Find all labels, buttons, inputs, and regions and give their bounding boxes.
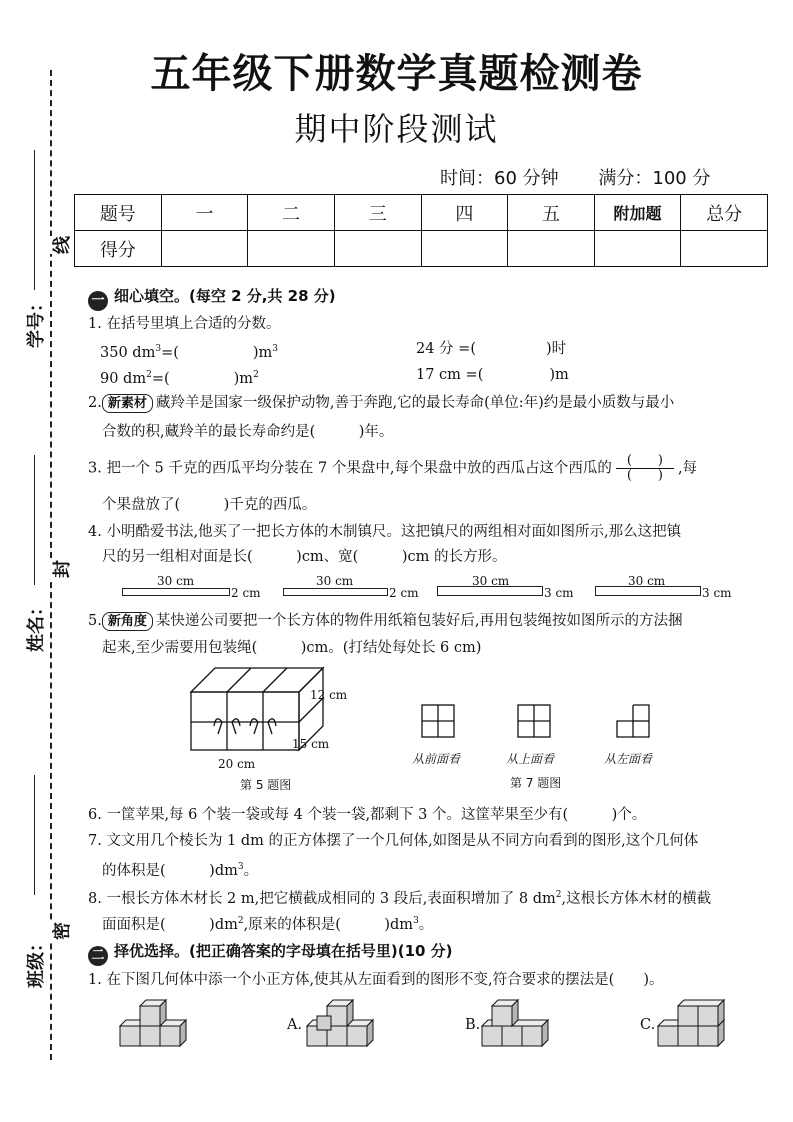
question-7-line2 [102,856,258,882]
xuehao-write-line [34,150,35,290]
top-view-label: 从上面看 [506,752,555,766]
question-2 [88,392,768,414]
option-b-label[interactable]: B. [465,1017,481,1033]
mi-mark: 密 [48,922,74,940]
q8-sup: 2 [555,890,562,900]
q7-figure-caption: 第 7 题图 [510,776,562,790]
question-8-line2 [102,910,433,936]
question-1a [100,338,278,364]
q1a-sup2: 3 [272,344,279,354]
q8-line2-mid: ,原来的体积是( )dm [243,917,414,933]
new-angle-tag: 新角度 [102,612,153,631]
left-view-figure [616,704,652,740]
option-a-cube-figure [303,996,377,1052]
table-cell: 附加题 [594,195,681,231]
table-cell: 得分 [75,231,162,267]
score-input-cell[interactable] [594,231,681,267]
q1c-close: )m [233,371,254,387]
strip-3 [437,586,543,596]
base-cube-figure [118,996,188,1052]
front-view-figure [421,704,457,740]
question-1c [100,364,259,390]
question-1d [416,364,569,386]
score-table [74,194,768,267]
banji-label: 班级： [26,934,47,988]
q7-line2-text: 的体积是( )dm [102,863,238,879]
table-cell: 四 [421,195,508,231]
option-b-cube-figure [480,996,554,1052]
section2-heading [88,940,453,966]
q1a-sup: 3 [155,344,162,354]
q3-line1-end: ,每 [677,460,698,477]
q3-fraction-blank [616,455,674,482]
strip-4-length: 30 cm [628,574,666,588]
left-view-label: 从左面看 [604,752,653,766]
question-3-line2: 个果盘放了( )千克的西瓜。 [102,497,317,513]
q8-line1-text: 8. 一根长方体木材长 2 m,把它横截成相同的 3 段后,表面积增加了 8 dm [88,891,556,907]
xingming-label: 姓名： [26,598,47,652]
question-4-line2: 尺的另一组相对面是长( )cm、宽( )cm 的长方形。 [102,549,507,565]
section2-question-1: 1. 在下图几何体中添一个小正方体,使其从左面看到的图形不变,符合要求的摆法是( )。 [88,972,664,988]
question-4-line1: 4. 小明酷爱书法,他买了一把长方体的木制镇尺。这把镇尺的两组相对面如图所示,那么这把镇 [88,524,682,540]
q5-figure-caption: 第 5 题图 [240,778,292,792]
banji-write-line [34,775,35,895]
q1a-open: =( [161,345,179,361]
q1d-close: )m [549,367,569,383]
q1c-sup: 2 [146,370,152,380]
section-number-badge: 二 [88,946,108,966]
strip-1-width: 2 cm [231,586,261,600]
table-cell: 总分 [681,195,768,231]
q1c-lhs: 90 dm [100,371,147,387]
question-7-line1: 7. 文文用几个棱长为 1 dm 的正方体摆了一个几何体,如图是从不同方向看到的图形,这个几何体 [88,833,699,849]
q5-number: 5. [88,613,102,629]
question-5 [88,610,682,632]
strip-2-length: 30 cm [316,574,354,588]
question-6: 6. 一筐苹果,每 6 个装一袋或每 4 个装一袋,都剩下 3 个。这筐苹果至少有( )个。 [88,807,647,823]
question-8-line1 [88,884,711,910]
score-input-cell[interactable] [681,231,768,267]
table-cell: 二 [248,195,335,231]
page-title: 五年级下册数学真题检测卷 [150,51,643,97]
strip-1-length: 30 cm [157,574,195,588]
option-c-label[interactable]: C. [640,1017,656,1033]
feng-mark: 封 [48,560,74,578]
q1b-close: )时 [545,341,567,357]
box-width-label: 15 cm [292,737,330,751]
strip-3-length: 30 cm [472,574,510,588]
option-c-cube-figure [656,992,730,1052]
top-view-figure [517,704,553,740]
q1d-lhs: 17 cm =( [416,367,484,383]
option-a-label[interactable]: A. [287,1017,303,1033]
exam-full-score: 满分：100 分 [598,168,711,189]
score-input-cell[interactable] [334,231,421,267]
question-1-stem: 1. 在括号里填上合适的分数。 [88,316,281,332]
section1-heading [88,285,336,311]
q5-line1: 某快递公司要把一个长方体的物件用纸箱包装好后,再用包装绳按如图所示的方法捆 [155,613,683,629]
q8-line2-end: 。 [418,917,434,933]
question-2-line2: 合数的积,藏羚羊的最长寿命约是( )年。 [102,424,394,440]
q2-line1: 藏羚羊是国家一级保护动物,善于奔跑,它的最长寿命(单位:年)约是最小质数与最小 [155,395,675,411]
xuehao-label: 学号： [26,294,47,348]
q8-line2-text: 面面积是( )dm [102,917,238,933]
q7-sup: 3 [237,862,244,872]
strip-2-width: 2 cm [389,586,419,600]
q2-number: 2. [88,395,102,411]
score-input-cell[interactable] [508,231,595,267]
q1a-close: )m [252,345,273,361]
question-3 [88,455,697,482]
question-5-line2: 起来,至少需要用包装绳( )cm。(打结处每处长 6 cm) [102,640,482,656]
table-cell: 题号 [75,195,162,231]
strip-1 [122,588,230,596]
box-height-label: 12 cm [310,688,348,702]
q8-sup2: 2 [237,916,244,926]
q7-line2-end: 。 [243,863,259,879]
new-material-tag: 新素材 [102,394,153,413]
question-1b [416,338,566,360]
table-cell: 五 [508,195,595,231]
exam-info [440,164,744,190]
frac-numerator: ( ) [626,453,664,468]
score-header-row [75,195,768,231]
strip-2 [283,588,388,596]
q1c-sup2: 2 [253,370,259,380]
q1c-open: =( [151,371,170,387]
q8-line1-end: ,这根长方体木材的横截 [561,891,712,907]
section1-heading-text: 细心填空。(每空 2 分,共 28 分) [114,287,336,305]
q1b-lhs: 24 分 =( [416,341,476,357]
strip-3-width: 3 cm [544,586,574,600]
table-cell: 一 [161,195,248,231]
exam-time: 时间：60 分钟 [440,168,559,189]
section-number-badge: 一 [88,291,108,311]
strip-4-width: 3 cm [702,586,732,600]
score-input-cell[interactable] [161,231,248,267]
xian-mark: 线 [48,236,74,254]
front-view-label: 从前面看 [412,752,461,766]
section2-heading-text: 择优选择。(把正确答案的字母填在括号里)(10 分) [114,942,453,960]
score-input-cell[interactable] [421,231,508,267]
q8-sup3: 3 [413,916,419,926]
frac-denominator: ( ) [626,468,664,483]
score-value-row [75,231,768,267]
page-subtitle: 期中阶段测试 [294,110,499,148]
box-length-label: 20 cm [218,757,256,771]
table-cell: 三 [334,195,421,231]
xingming-write-line [34,455,35,585]
score-input-cell[interactable] [248,231,335,267]
q5-box-figure [180,662,360,772]
q3-line1: 3. 把一个 5 千克的西瓜平均分装在 7 个果盘中,每个果盘中放的西瓜占这个西瓜的 [88,460,612,477]
strip-4 [595,586,701,596]
q1a-lhs: 350 dm [100,345,156,361]
